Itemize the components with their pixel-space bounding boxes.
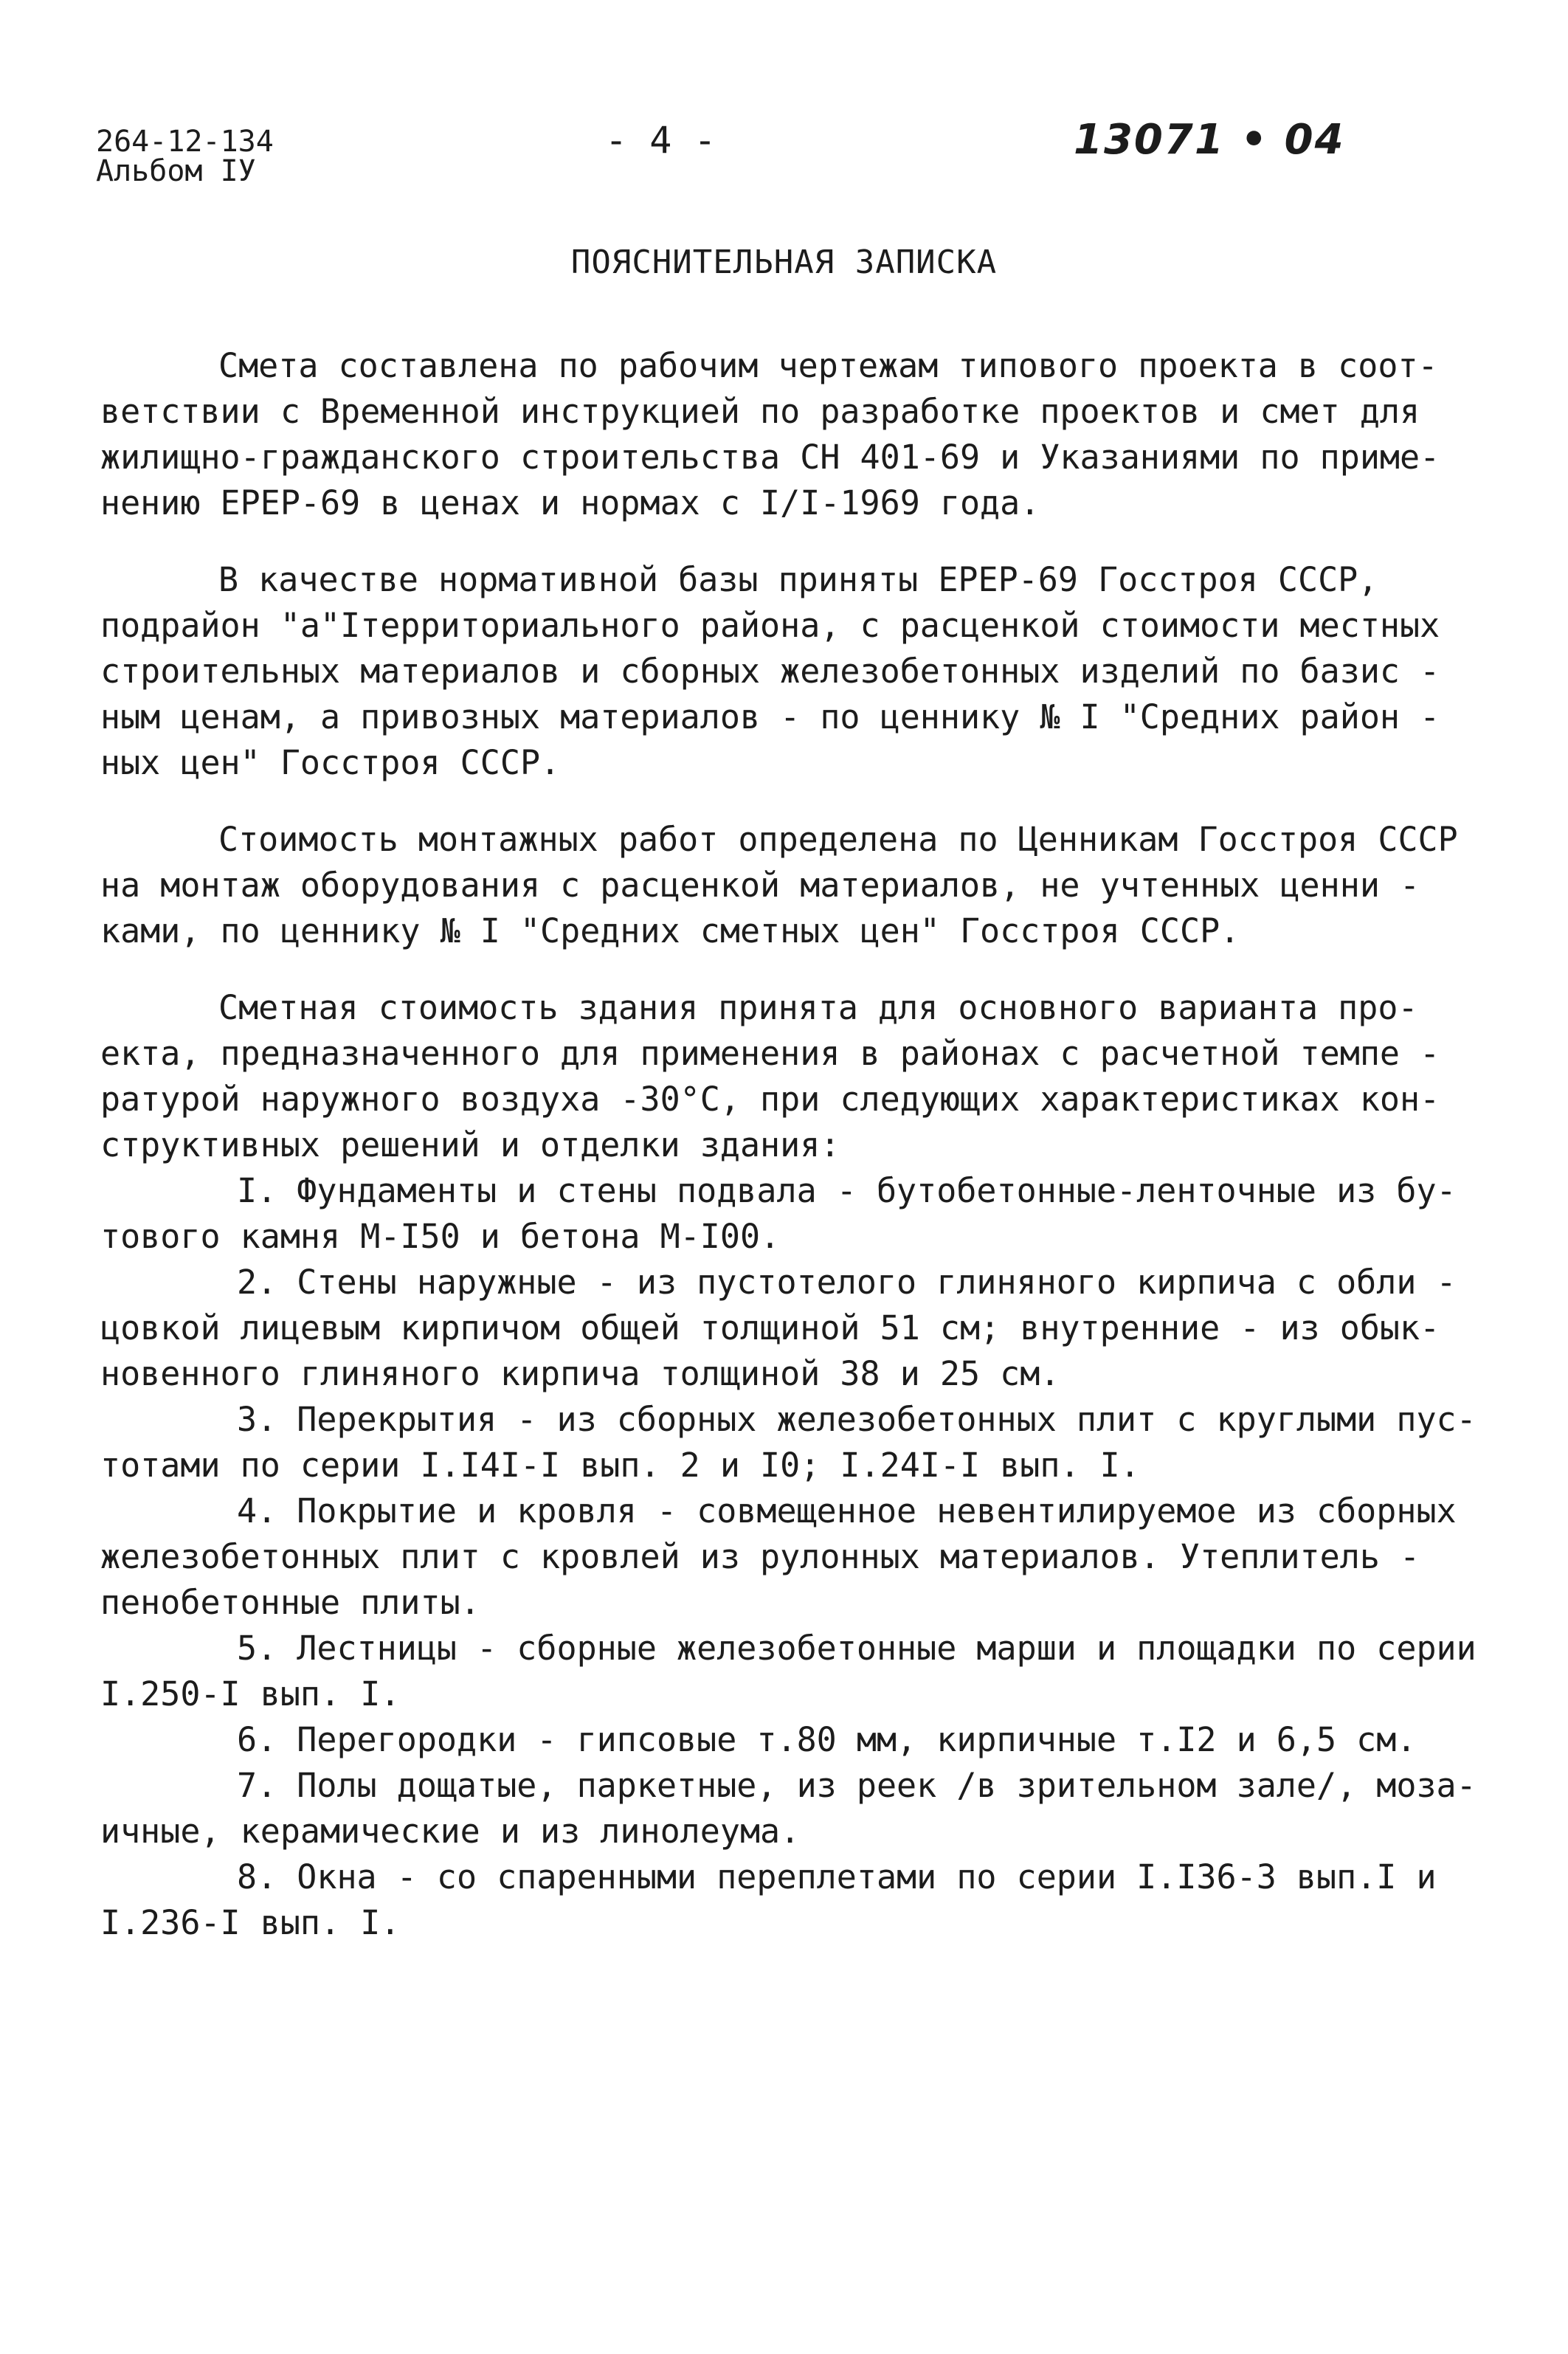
list-item-2-line-2: цовкой лицевым кирпичом общей толщиной 51 см; внутренние - из обык- (100, 1308, 1440, 1347)
list-item-2-line-1: 2. Стены наружные - из пустотелого глиняного кирпича с обли - (237, 1263, 1457, 1302)
paragraph-2-line-1: В качестве нормативной базы приняты ЕРЕР-69 Госстроя СССР, (218, 560, 1378, 599)
list-item-5-line-2: I.250-I вып. I. (100, 1674, 401, 1713)
paragraph-3-line-1: Стоимость монтажных работ определена по Ценникам Госстроя СССР (218, 820, 1458, 859)
list-item-3-line-1: 3. Перекрытия - из сборных железобетонных плит с круглыми пус- (237, 1400, 1477, 1439)
document-code: 264-12-134 (96, 125, 274, 159)
page-number: - 4 - (605, 119, 716, 162)
paragraph-4-line-3: ратурой наружного воздуха -30°С, при следующих характеристиках кон- (100, 1080, 1440, 1119)
list-item-1-line-2: тового камня М-I50 и бетона М-I00. (100, 1217, 781, 1256)
list-item-4-line-2: железобетонных плит с кровлей из рулонных материалов. Утеплитель - (100, 1537, 1420, 1576)
paragraph-4-line-2: екта, предназначенного для применения в районах с расчетной темпе - (100, 1034, 1440, 1073)
paragraph-2-line-4: ным ценам, а привозных материалов - по ценнику № I "Средних район - (100, 697, 1440, 736)
document-body (100, 343, 1488, 1946)
paragraph-2-line-5: ных цен" Госстроя СССР. (100, 743, 561, 782)
paragraph-2-line-2: подрайон "а"Iтерриториального района, с расценкой стоимости местных (100, 606, 1440, 645)
paragraph-4-line-1: Сметная стоимость здания принята для основного варианта про- (218, 988, 1418, 1027)
list-item-8-line-1: 8. Окна - со спаренными переплетами по серии I.I36-3 вып.I и (237, 1857, 1437, 1896)
list-item-8-line-2: I.236-I вып. I. (100, 1903, 401, 1942)
list-item-5-line-1: 5. Лестницы - сборные железобетонные марши и площадки по серии (237, 1629, 1477, 1668)
list-item-7-line-1: 7. Полы дощатые, паркетные, из реек /в зрительном зале/, моза- (237, 1766, 1477, 1805)
list-item-7-line-2: ичные, керамические и из линолеума. (100, 1812, 801, 1851)
paragraph-2-line-3: строительных материалов и сборных железобетонных изделий по базис - (100, 652, 1440, 691)
list-item-2-line-3: новенного глиняного кирпича толщиной 38 и 25 см. (100, 1354, 1060, 1393)
paragraph-3-line-2: на монтаж оборудования с расценкой материалов, не учтенных ценни - (100, 866, 1420, 905)
handwritten-stamp: 13071 • 04 (1074, 116, 1345, 164)
list-item-1-line-1: I. Фундаменты и стены подвала - бутобетонные-ленточные из бу- (237, 1171, 1457, 1210)
list-item-4-line-1: 4. Покрытие и кровля - совмещенное невентилируемое из сборных (237, 1491, 1457, 1530)
album-label: Альбом IУ (96, 154, 256, 188)
paragraph-1-line-1: Смета составлена по рабочим чертежам типового проекта в соот- (218, 346, 1438, 385)
list-item-3-line-2: тотами по серии I.I4I-I вып. 2 и I0; I.24I-I вып. I. (100, 1446, 1140, 1485)
page-title: ПОЯСНИТЕЛЬНАЯ ЗАПИСКА (570, 244, 998, 281)
list-item-6-line-1: 6. Перегородки - гипсовые т.80 мм, кирпичные т.I2 и 6,5 см. (237, 1720, 1417, 1759)
paragraph-3-line-3: ками, по ценнику № I "Средних сметных цен" Госстроя СССР. (100, 911, 1240, 950)
list-item-4-line-3: пенобетонные плиты. (100, 1583, 480, 1622)
paragraph-1-line-4: нению ЕРЕР-69 в ценах и нормах с I/I-1969 года. (100, 483, 1040, 522)
paragraph-4-line-4: структивных решений и отделки здания: (100, 1125, 840, 1164)
paragraph-1-line-3: жилищно-гражданского строительства СН 401-69 и Указаниями по приме- (100, 438, 1440, 477)
paragraph-1-line-2: ветствии с Временной инструкцией по разработке проектов и смет для (100, 392, 1420, 431)
